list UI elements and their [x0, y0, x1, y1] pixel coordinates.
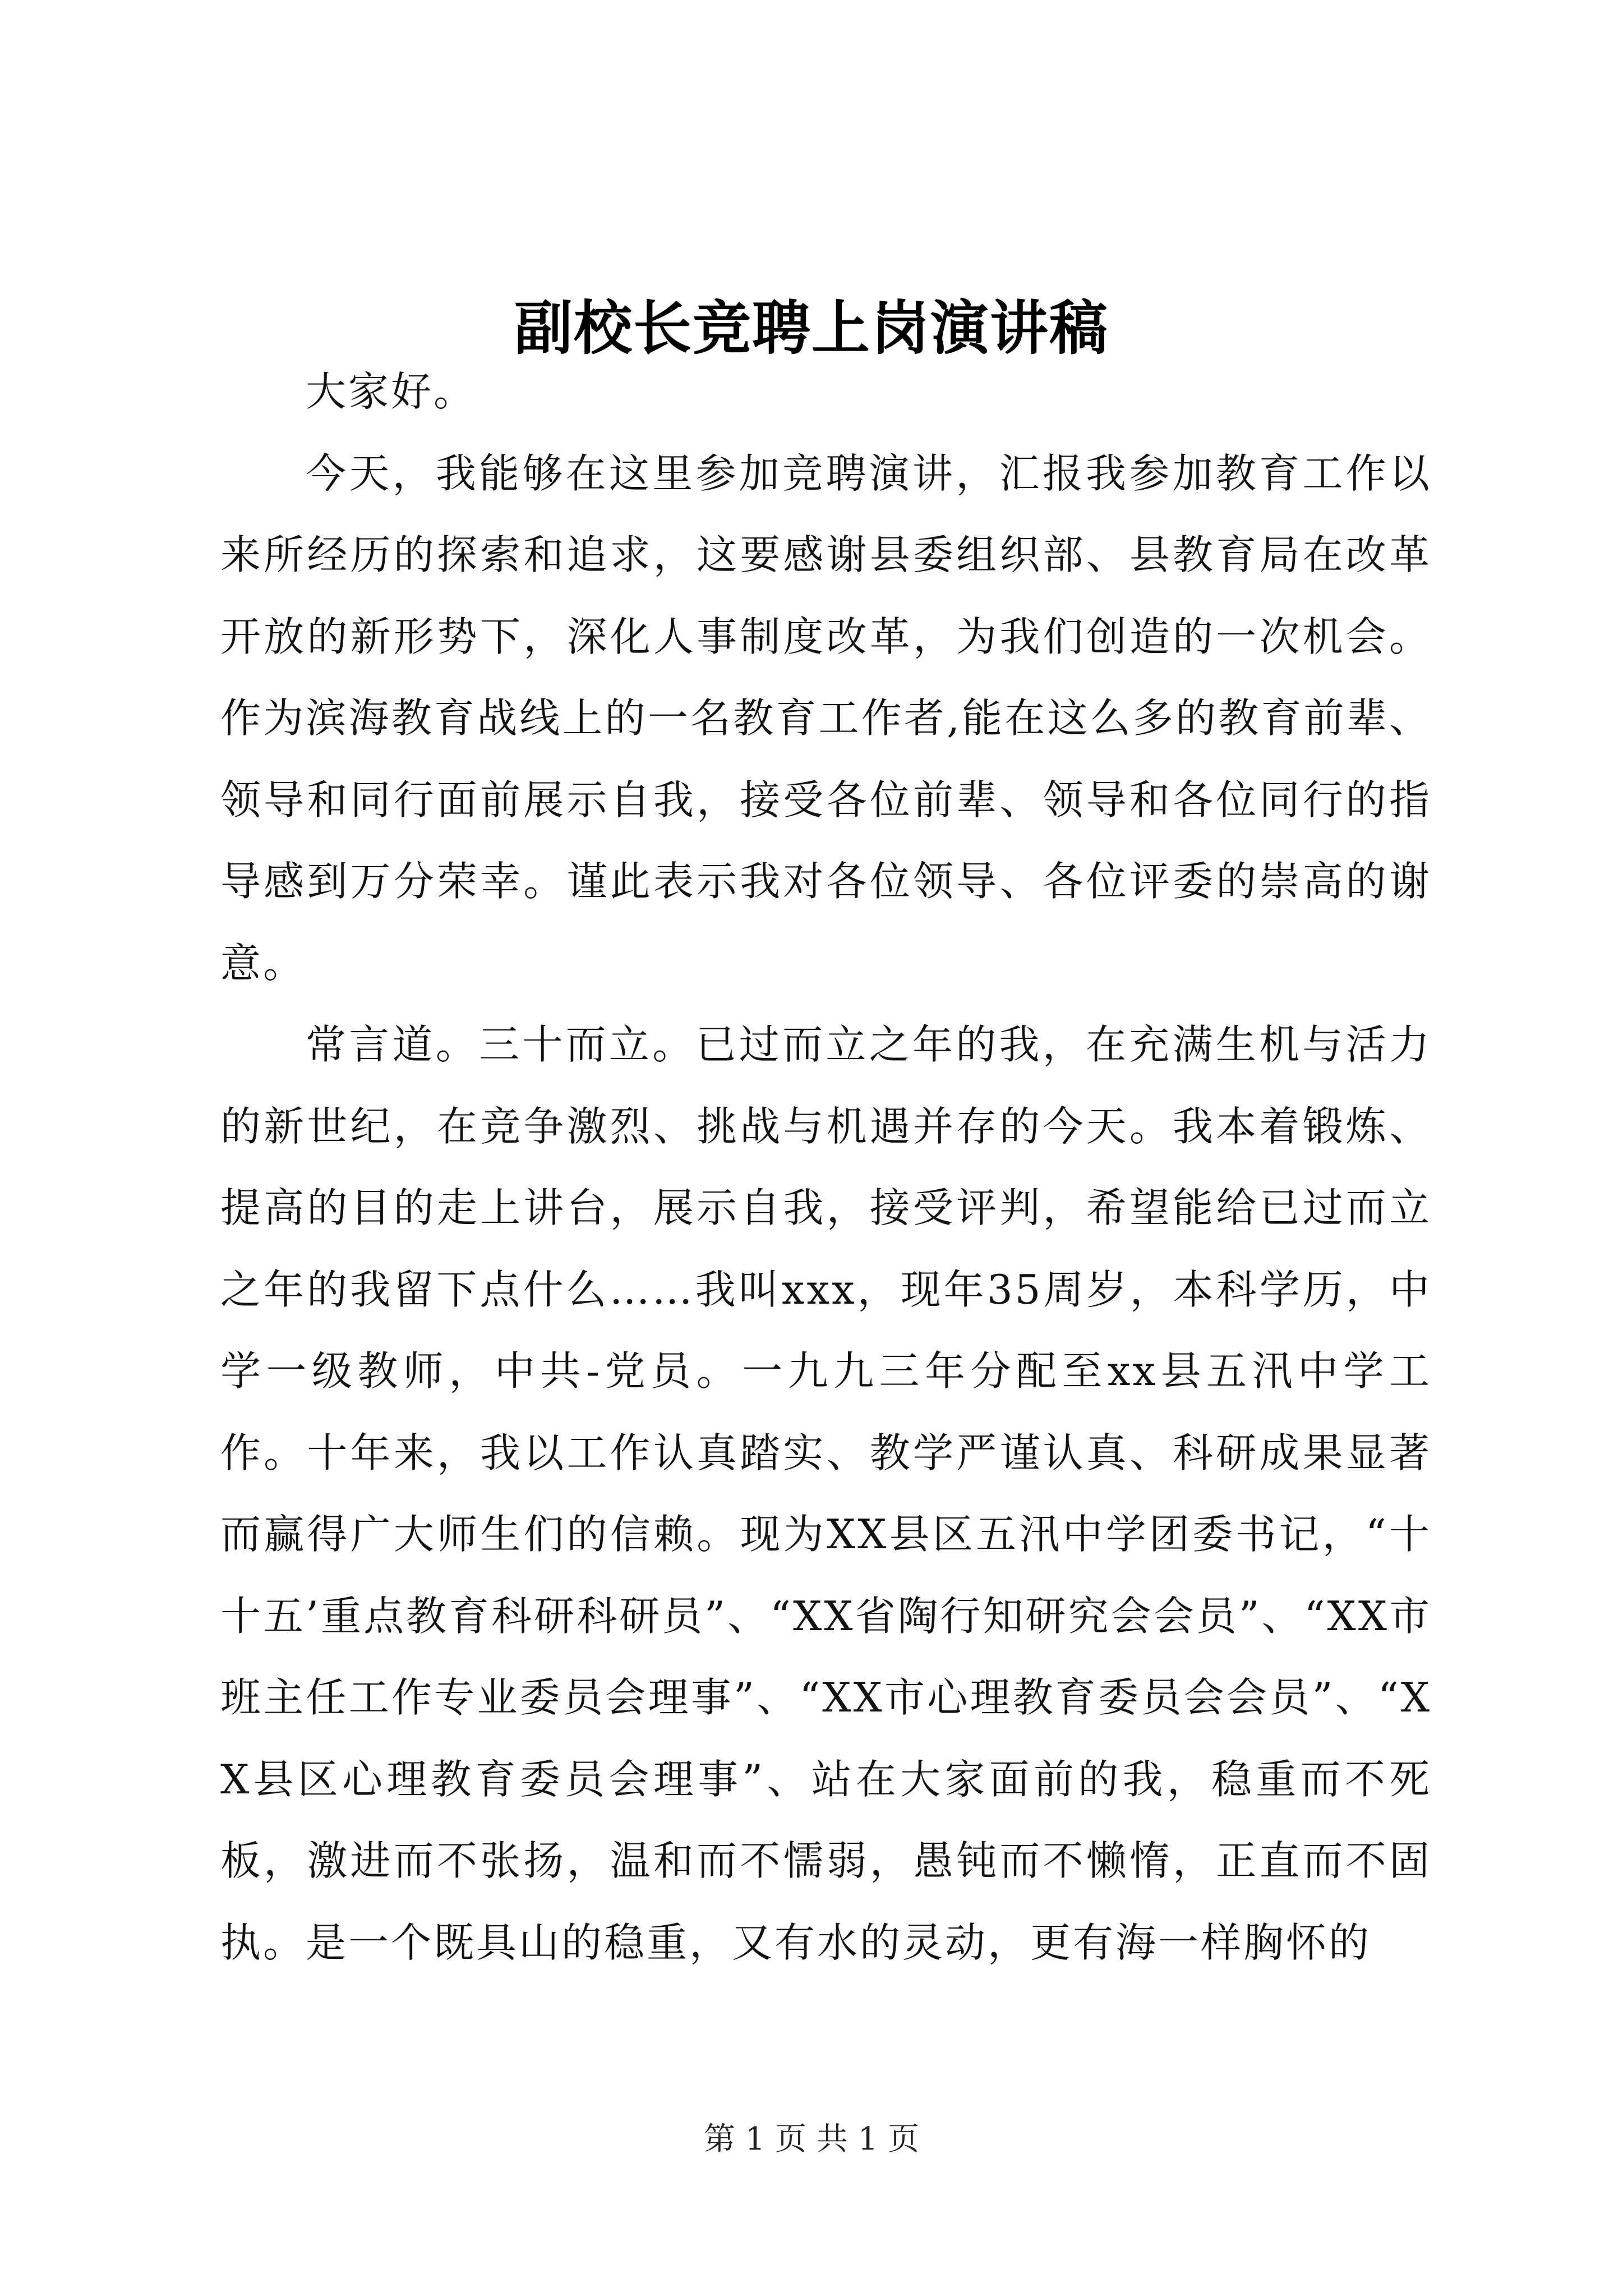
body-paragraph: 常言道。三十而立。已过而立之年的我，在充满生机与活力的新世纪，在竞争激烈、挑战与机遇并存的今天。我本着锻炼、提高的目的走上讲台，展示自我，接受评判，希望能给已过而立之年的我留下点什么……我叫xxx，现年35周岁，本科学历，中学一级教师，中共-党员。一九九三年分配至xx县五汛中学工作。十年来，我以工作认真踏实、教学严谨认真、科研成果显著而赢得广大师生们的信赖。现为XX县区五汛中学团委书记，“十十五’重点教育科研科研员”、“XX省陶行知研究会会员”、“XX市班主任工作专业委员会理事”、“XX市心理教育委员会会员”、“XX县区心理教育委员会理事”、站在大家面前的我，稳重而不死板，激进而不张扬，温和而不懦弱，愚钝而不懒惰，正直而不固执。是一个既具山的稳重，又有水的灵动，更有海一样胸怀的 — [220, 1021, 1432, 1966]
greeting-paragraph: 大家好。 — [306, 368, 477, 415]
document-body — [220, 351, 1432, 1984]
page-footer: 第 1 页 共 1 页 — [703, 2121, 920, 2157]
body-paragraph: 今天，我能够在这里参加竞聘演讲，汇报我参加教育工作以来所经历的探索和追求，这要感谢县委组织部、县教育局在改革开放的新形势下，深化人事制度改革，为我们创造的一次机会。作为滨海教育战线上的一名教育工作者,能在这么多的教育前辈、领导和同行面前展示自我，接受各位前辈、领导和各位同行的指导感到万分荣幸。谨此表示我对各位领导、各位评委的崇高的谢意。 — [220, 449, 1432, 987]
document-title: 副校长竞聘上岗演讲稿 — [514, 293, 1109, 362]
